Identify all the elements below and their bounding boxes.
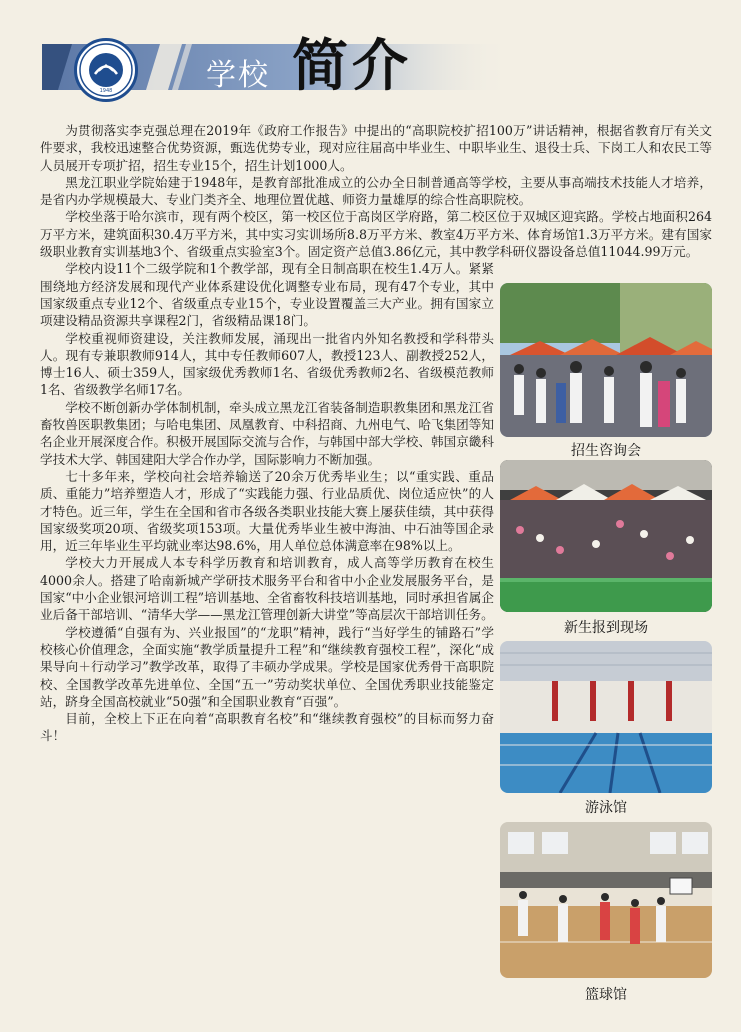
header-title-bold: 简介 [292, 33, 412, 99]
paragraph: 七十多年来，学校向社会培养输送了20余万优秀毕业生；以“重实践、重品质、重能力”培养塑造人才，形成了“实践能力强、行业品质优、岗位适应快”的人才特色。近三年，学生在全国和省市各级各类职业技能大赛上屡获佳绩，其中获得国家级奖项20项、省级奖项153项。大量优秀毕业生被中海油、中石油等国企录用，近三年毕业生平均就业率达98.6%，用人单位总体满意率在98%以上。 [40, 468, 494, 554]
photo-consultation-fair [500, 283, 712, 437]
paragraph: 学校不断创新办学体制机制，牵头成立黑龙江省装备制造职教集团和黑龙江省畜牧兽医职教集团；与哈电集团、凤凰教育、中科招商、九州电气、哈飞集团等知名企业开展深度合作。积极开展国际交流与合作，与韩国中部大学校、韩国京畿科学技术大学、韩国建阳大学合作办学，国际影响力不断加强。 [40, 399, 494, 467]
svg-text:1948: 1948 [99, 88, 113, 94]
paragraph: 学校遵循“自强有为、兴业报国”的“龙职”精神，践行“当好学生的铺路石”学校核心价值理念，全面实施“教学质量提升工程”和“继续教育强校工程”，深化“成果导向＋行动学习”教学改革，取得了丰硕办学成果。学校是国家优秀骨干高职院校、全国教学改革先进单位、全国“五一”劳动奖状单位、全国优秀职业技能鉴定站，跻身全国高校就业“50强”和全国职业教育“百强”。 [40, 624, 494, 709]
photo-basketball-hall [500, 822, 712, 978]
photo-caption: 游泳馆 [585, 800, 627, 816]
photo-swimming-hall [500, 641, 712, 793]
header [0, 0, 741, 110]
photo-caption: 新生报到现场 [564, 620, 648, 636]
paragraph: 为贯彻落实李克强总理在2019年《政府工作报告》中提出的“高职院校扩招100万”讲话精神，根据省教育厅有关文件要求，我校迅速整合优势资源，甄选优势专业，现对应往届高中毕业生、中职毕业生、退役士兵、下岗工人和农民工等人员展开专项扩招，招生专业15个，招生计划1000人。 [40, 123, 712, 173]
paragraph: 学校坐落于哈尔滨市，现有两个校区，第一校区位于高岗区学府路，第二校区位于双城区迎宾路。学校占地面积264万平方米，建筑面积30.4万平方米，其中实习实训场所8.8万平方米、教室4万平方米、体育场馆1.3万平方米。建有国家级职业教育实训基地3个、省级重点实验室3个。固定资产总值3.86亿元，其中教学科研仪器设备总值11044.99万元。 [40, 209, 712, 260]
paragraph: 学校大力开展成人本专科学历教育和培训教育，成人高等学历教育在校生4000余人。搭建了哈南新城产学研技术服务平台和省中小企业发展服务平台，是国家“中小企业银河培训工程”培训基地、全省畜牧科技培训基地，同时承担省属企业后备干部培训、“清华大学——黑龙江管理创新大讲堂”等高层次干部培训任务。 [40, 555, 494, 623]
school-logo [74, 38, 138, 102]
photo-caption: 篮球馆 [585, 987, 627, 1003]
header-title-light: 学校 [206, 58, 270, 93]
paragraph: 学校重视师资建设，关注教师发展，涌现出一批省内外知名教授和学科带头人。现有专兼职教师914人，其中专任教师607人，教授123人、副教授252人，博士16人、硕士359人，国家级优秀教师1名、省级优秀教师2名、省级模范教师1名、省级教学名师17名。 [40, 330, 494, 398]
paragraph: 目前，全校上下正在向着“高职教育名校”和“继续教育强校”的目标而努力奋斗！ [40, 711, 494, 744]
paragraph: 学校内设11个二级学院和1个教学部，现有全日制高职在校生1.4万人。紧紧围绕地方经济发展和现代产业体系建设优化调整专业布局，现有47个专业，其中国家级重点专业12个、省级重点专业15个，专业设置覆盖三大产业。拥有国家立项建设精品资源共享课程2门，省级精品课18门。 [40, 261, 494, 329]
paragraph: 黑龙江职业学院始建于1948年，是教育部批准成立的公办全日制普通高等学校，主要从事高端技术技能人才培养，是省内办学规模最大、专业门类齐全、地理位置优越、师资力量雄厚的综合性高职院校。 [40, 174, 712, 208]
photo-registration-site [500, 460, 712, 612]
photo-caption: 招生咨询会 [571, 443, 641, 459]
